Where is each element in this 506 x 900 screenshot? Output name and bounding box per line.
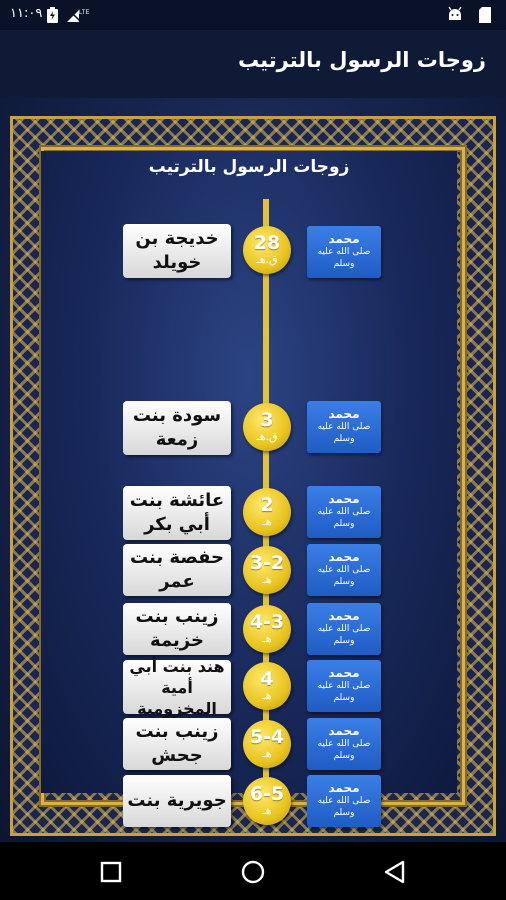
marriage-year: 6-5	[249, 783, 285, 805]
wife-name: عائشة بنت أبي بكر	[129, 490, 225, 535]
wife-name: حفصة بنت عمر	[129, 547, 224, 592]
wife-name-box[interactable]	[123, 718, 231, 770]
prophet-salutation: صلى الله عليه وسلم	[317, 739, 371, 761]
era-label: هـ	[262, 804, 272, 817]
svg-text:LTE: LTE	[79, 10, 90, 16]
marriage-year: 5-4	[249, 726, 285, 748]
status-bar	[0, 0, 506, 30]
wife-name-box[interactable]	[123, 775, 231, 827]
era-label: هـ	[262, 689, 272, 702]
marriage-year: 3-2	[249, 552, 285, 574]
era-label: هـ	[262, 573, 272, 586]
prophet-name: محمد	[328, 232, 360, 246]
prophet-name: محمد	[328, 781, 360, 795]
marriage-year: 4-3	[249, 611, 285, 633]
prophet-salutation: صلى الله عليه وسلم	[317, 422, 371, 444]
battery-saver-icon	[46, 7, 59, 23]
signal-lte-icon	[66, 7, 88, 23]
back-button-icon[interactable]	[381, 858, 409, 886]
app-bar	[0, 30, 506, 98]
marriage-year: 28	[253, 232, 281, 254]
timeline-panel[interactable]	[41, 151, 457, 818]
android-robot-icon	[447, 6, 463, 24]
wife-name-box[interactable]	[123, 603, 231, 655]
wife-name-box[interactable]	[123, 544, 231, 596]
prophet-salutation: صلى الله عليه وسلم	[317, 681, 371, 703]
prophet-box[interactable]	[307, 401, 381, 453]
wife-name: زينب بنت جحش	[135, 721, 219, 766]
prophet-salutation: صلى الله عليه وسلم	[317, 796, 371, 818]
main-content[interactable]	[0, 98, 506, 842]
prophet-box[interactable]	[307, 603, 381, 655]
wife-name: جويرية بنت	[127, 790, 227, 811]
marriage-year: 3	[260, 409, 274, 431]
wife-name: خديجة بن خويلد	[135, 228, 219, 273]
year-coin[interactable]	[243, 662, 291, 710]
year-coin[interactable]	[243, 777, 291, 825]
era-label: ق.هـ	[256, 253, 278, 266]
era-label: هـ	[262, 515, 272, 528]
prophet-name: محمد	[328, 609, 360, 623]
wife-name: هند بنت أبي أمية المخزومية	[129, 656, 225, 718]
status-time: ١١:٠٩	[10, 6, 43, 21]
year-coin[interactable]	[243, 605, 291, 653]
wife-name-box[interactable]	[123, 224, 231, 278]
marriage-year: 2	[260, 494, 274, 516]
prophet-salutation: صلى الله عليه وسلم	[317, 565, 371, 587]
wife-name: زينب بنت خزيمة	[135, 606, 219, 651]
year-coin[interactable]	[243, 546, 291, 594]
year-coin[interactable]	[243, 226, 291, 274]
prophet-name: محمد	[328, 666, 360, 680]
wife-name-box[interactable]	[123, 656, 231, 718]
prophet-name: محمد	[328, 492, 360, 506]
navigation-bar	[0, 842, 506, 900]
prophet-salutation: صلى الله عليه وسلم	[317, 507, 371, 529]
panel-title: زوجات الرسول بالترتيب	[148, 157, 350, 177]
prophet-box[interactable]	[307, 226, 381, 278]
prophet-name: محمد	[328, 407, 360, 421]
page-title: زوجات الرسول بالترتيب	[237, 48, 486, 72]
prophet-box[interactable]	[307, 775, 381, 827]
prophet-box[interactable]	[307, 486, 381, 538]
prophet-name: محمد	[328, 724, 360, 738]
year-coin[interactable]	[243, 720, 291, 768]
prophet-box[interactable]	[307, 544, 381, 596]
prophet-name: محمد	[328, 550, 360, 564]
prophet-salutation: صلى الله عليه وسلم	[317, 247, 371, 269]
era-label: هـ	[262, 747, 272, 760]
prophet-box[interactable]	[307, 718, 381, 770]
wife-name-box[interactable]	[123, 486, 231, 540]
sd-card-icon	[478, 6, 492, 24]
year-coin[interactable]	[243, 403, 291, 451]
wife-name-box[interactable]	[123, 401, 231, 455]
prophet-box[interactable]	[307, 660, 381, 712]
wife-name: سودة بنت زمعة	[132, 405, 222, 450]
marriage-year: 4	[260, 668, 274, 690]
era-label: هـ	[262, 632, 272, 645]
year-coin[interactable]	[243, 488, 291, 536]
prophet-salutation: صلى الله عليه وسلم	[317, 624, 371, 646]
home-button-icon[interactable]	[239, 858, 267, 886]
recents-button-icon[interactable]	[97, 858, 125, 886]
era-label: ق.هـ	[256, 430, 278, 443]
